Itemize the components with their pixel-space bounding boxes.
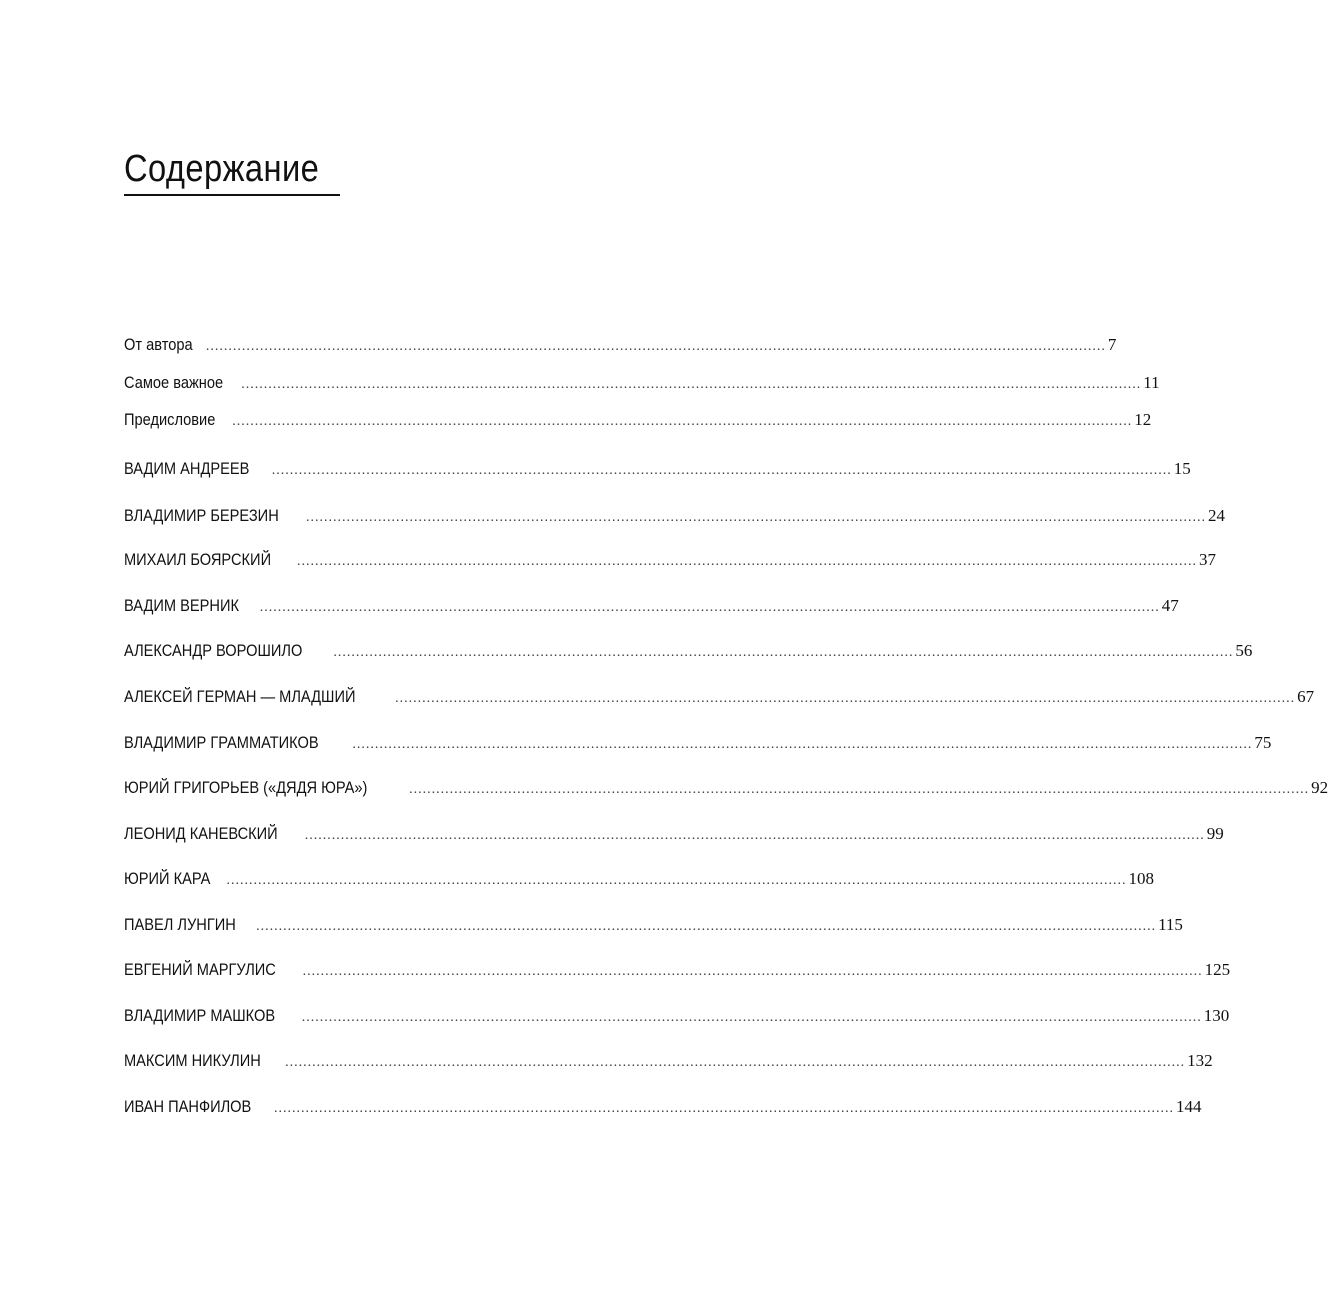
toc-entry-title: ВЛАДИМИР МАШКОВ [124,1006,276,1025]
toc-entry[interactable] [124,776,1328,800]
toc-entry[interactable] [124,504,1225,528]
dot-leader: ........................................................................................................................................................................................................ [302,964,1203,979]
toc-entry[interactable] [124,548,1217,572]
toc-entry-page: 125 [1204,960,1231,979]
dot-leader: ........................................................................................................................................................................................................ [271,463,1172,478]
toc-entry-title: МАКСИМ НИКУЛИН [124,1051,261,1070]
toc-entry-title: ЛЕОНИД КАНЕВСКИЙ [124,824,278,843]
toc-entry-title: АЛЕКСЕЙ ГЕРМАН — МЛАДШИЙ [124,687,356,706]
toc-entry-page: 130 [1203,1006,1230,1025]
dot-leader: ........................................................................................................................................................................................................ [301,1010,1202,1025]
dot-leader: ........................................................................................................................................................................................................ [274,1101,1175,1116]
toc-entry-page: 92 [1311,778,1328,797]
toc-entry[interactable] [124,1095,1202,1119]
toc-entry-title: Самое важное [124,373,224,392]
toc-entry-page: 108 [1128,869,1154,888]
toc-entry-page: 132 [1187,1051,1213,1070]
page-title: Содержание [124,148,320,190]
toc-entry-title: ЮРИЙ КАРА [124,869,211,888]
toc-entry[interactable] [124,867,1154,891]
title-underline [124,194,340,196]
dot-leader: ........................................................................................................................................................................................................ [352,737,1253,752]
toc-entry[interactable] [124,913,1183,937]
toc-entry[interactable] [124,408,1152,432]
dot-leader: ........................................................................................................................................................................................................ [304,828,1205,843]
dot-leader: ........................................................................................................................................................................................................ [333,645,1234,660]
toc-entry-page: 99 [1206,824,1224,843]
dot-leader: ........................................................................................................................................................................................................ [305,510,1206,525]
toc-entry-page: 144 [1176,1097,1202,1116]
toc-entry-page: 115 [1158,915,1183,934]
toc-entry-page: 56 [1235,641,1253,660]
toc-entry[interactable] [124,457,1191,481]
toc-entry[interactable] [124,958,1231,982]
toc-entry-page: 15 [1173,459,1191,478]
toc-entry-page: 12 [1134,410,1152,429]
toc-entry-page: 37 [1199,550,1217,569]
toc-entry-title: ПАВЕЛ ЛУНГИН [124,915,236,934]
toc-entry-title: Предисловие [124,410,216,429]
toc-entry-page: 11 [1143,373,1160,392]
toc-entry-page: 7 [1107,335,1117,354]
dot-leader: ........................................................................................................................................................................................................ [285,1055,1186,1070]
dot-leader: ........................................................................................................................................................................................................ [259,600,1160,615]
toc-entry-page: 67 [1297,687,1315,706]
toc-entry[interactable] [124,1049,1213,1073]
dot-leader: ........................................................................................................................................................................................................ [395,691,1296,706]
dot-leader: ........................................................................................................................................................................................................ [226,873,1127,888]
toc-entry-title: ВЛАДИМИР БЕРЕЗИН [124,506,279,525]
toc-entry-title: ВЛАДИМИР ГРАММАТИКОВ [124,733,319,752]
toc-entry-page: 47 [1161,596,1179,615]
toc-entry-title: ЕВГЕНИЙ МАРГУЛИС [124,960,276,979]
toc-entry-title: ВАДИМ ВЕРНИК [124,596,239,615]
toc-entry[interactable] [124,333,1117,357]
dot-leader: ........................................................................................................................................................................................................ [241,377,1142,392]
toc-entry-page: 75 [1254,733,1272,752]
toc-entry[interactable] [124,822,1224,846]
dot-leader: ........................................................................................................................................................................................................ [232,414,1133,429]
toc-entry[interactable] [124,371,1160,395]
dot-leader: ........................................................................................................................................................................................................ [409,782,1310,797]
dot-leader: ........................................................................................................................................................................................................ [256,919,1157,934]
toc-entry-title: АЛЕКСАНДР ВОРОШИЛО [124,641,303,660]
toc-entry[interactable] [124,1004,1230,1028]
toc-entry-title: ИВАН ПАНФИЛОВ [124,1097,252,1116]
toc-entry-title: ВАДИМ АНДРЕЕВ [124,459,250,478]
toc-entry-title: От автора [124,335,193,354]
toc-entry[interactable] [124,594,1179,618]
toc-entry[interactable] [124,639,1253,663]
toc-entry-title: МИХАИЛ БОЯРСКИЙ [124,550,272,569]
toc-entry[interactable] [124,731,1272,755]
toc-entry-title: ЮРИЙ ГРИГОРЬЕВ («ДЯДЯ ЮРА») [124,778,368,797]
dot-leader: ........................................................................................................................................................................................................ [297,554,1198,569]
toc-entry-page: 24 [1207,506,1225,525]
toc-entry[interactable] [124,685,1315,709]
dot-leader: ........................................................................................................................................................................................................ [205,339,1106,354]
